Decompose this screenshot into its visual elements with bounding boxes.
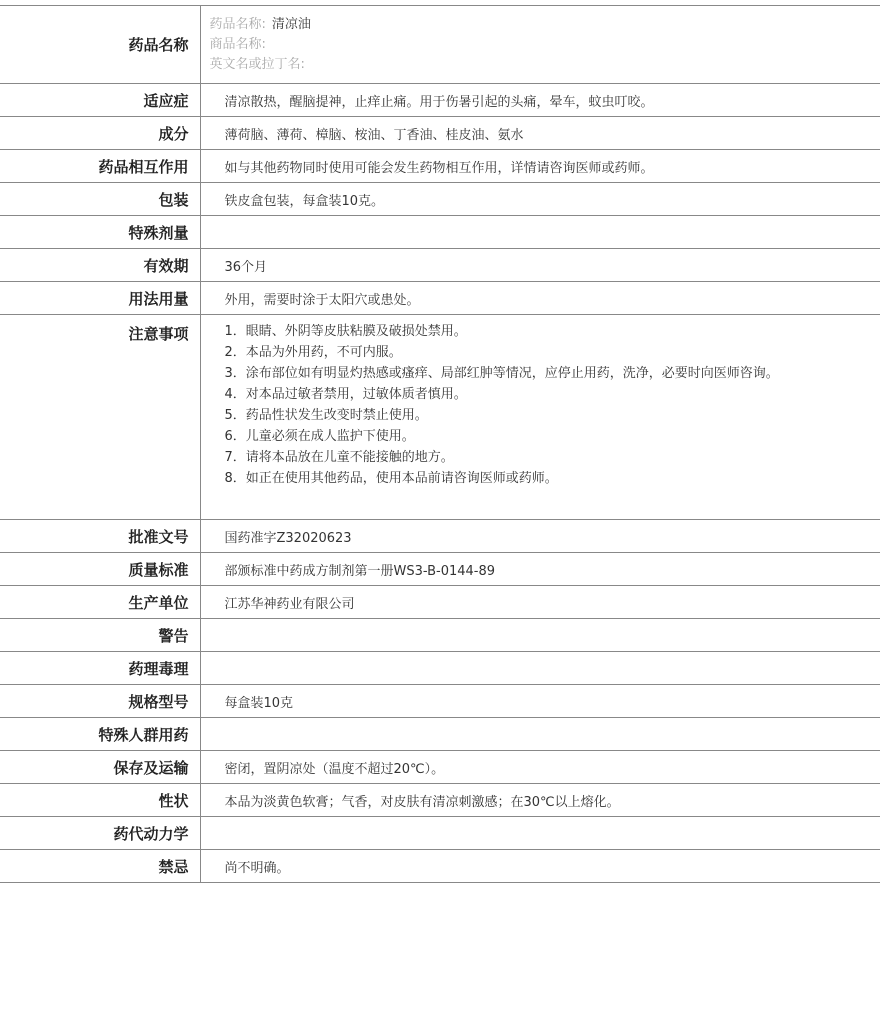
precaution-item: 2．本品为外用药，不可内服。 xyxy=(224,345,402,360)
row-value: 部颁标准中药成方制剂第一册WS3-B-0144-89 xyxy=(200,553,880,586)
row-value: 国药准字Z32020623 xyxy=(200,520,880,553)
precaution-item: 6．儿童必须在成人监护下使用。 xyxy=(224,429,415,444)
english-name-line xyxy=(210,55,791,75)
table-row xyxy=(0,216,880,249)
row-value xyxy=(200,619,880,652)
precautions-cell xyxy=(200,315,880,520)
table-row xyxy=(0,586,880,619)
row-value: 外用，需要时涂于太阳穴或患处。 xyxy=(200,282,880,315)
row-value: 清凉散热，醒脑提神，止痒止痛。用于伤暑引起的头痛，晕车，蚊虫叮咬。 xyxy=(200,84,880,117)
table-row xyxy=(0,685,880,718)
table-row xyxy=(0,249,880,282)
row-value xyxy=(200,718,880,751)
generic-name-line xyxy=(210,15,791,35)
precaution-item: 1．眼睛、外阴等皮肤粘膜及破损处禁用。 xyxy=(224,324,467,339)
drug-spec-body xyxy=(0,6,880,883)
trade-name-key: 商品名称: xyxy=(209,36,266,52)
drug-name-cell xyxy=(200,6,880,84)
table-row xyxy=(0,282,880,315)
table-row xyxy=(0,150,880,183)
row-value: 薄荷脑、薄荷、樟脑、桉油、丁香油、桂皮油、氨水 xyxy=(200,117,880,150)
row-label: 特殊人群用药 xyxy=(0,718,200,751)
table-row xyxy=(0,652,880,685)
row-value: 江苏华神药业有限公司 xyxy=(200,586,880,619)
row-label: 规格型号 xyxy=(0,685,200,718)
row-label: 质量标准 xyxy=(0,553,200,586)
row-value: 密闭，置阴凉处（温度不超过20℃）。 xyxy=(200,751,880,784)
row-label: 特殊剂量 xyxy=(0,216,200,249)
precaution-list xyxy=(225,321,791,489)
row-label: 有效期 xyxy=(0,249,200,282)
row-value: 铁皮盒包装，每盒装10克。 xyxy=(200,183,880,216)
row-value: 如与其他药物同时使用可能会发生药物相互作用，详情请咨询医师或药师。 xyxy=(200,150,880,183)
table-row xyxy=(0,850,880,883)
row-label: 批准文号 xyxy=(0,520,200,553)
row-value: 尚不明确。 xyxy=(200,850,880,883)
english-name-key: 英文名或拉丁名: xyxy=(209,56,305,72)
row-label: 药代动力学 xyxy=(0,817,200,850)
precaution-item: 7．请将本品放在儿童不能接触的地方。 xyxy=(224,450,454,465)
row-label: 禁忌 xyxy=(0,850,200,883)
row-label: 成分 xyxy=(0,117,200,150)
row-label: 用法用量 xyxy=(0,282,200,315)
precaution-item: 4．对本品过敏者禁用，过敏体质者慎用。 xyxy=(224,387,467,402)
row-value: 36个月 xyxy=(200,249,880,282)
drug-spec-table xyxy=(0,5,880,883)
precaution-item: 3．涂布部位如有明显灼热感或瘙痒、局部红肿等情况，应停止用药，洗净，必要时向医师咨询。 xyxy=(224,366,779,381)
row-value: 每盒装10克 xyxy=(200,685,880,718)
row-label: 注意事项 xyxy=(0,315,200,520)
row-label: 包装 xyxy=(0,183,200,216)
generic-name-value: 清凉油 xyxy=(271,16,311,32)
table-row xyxy=(0,619,880,652)
table-row xyxy=(0,520,880,553)
row-label: 生产单位 xyxy=(0,586,200,619)
table-row xyxy=(0,117,880,150)
row-label: 警告 xyxy=(0,619,200,652)
trade-name-line xyxy=(210,35,791,55)
table-row xyxy=(0,84,880,117)
row-value xyxy=(200,216,880,249)
table-row-drug-name xyxy=(0,6,880,84)
row-label: 性状 xyxy=(0,784,200,817)
precaution-item: 5．药品性状发生改变时禁止使用。 xyxy=(224,408,428,423)
row-value: 本品为淡黄色软膏；气香，对皮肤有清凉刺激感；在30℃以上熔化。 xyxy=(200,784,880,817)
row-label: 适应症 xyxy=(0,84,200,117)
table-row-precautions xyxy=(0,315,880,520)
table-row xyxy=(0,553,880,586)
row-value xyxy=(200,817,880,850)
table-row xyxy=(0,183,880,216)
table-row xyxy=(0,784,880,817)
row-value xyxy=(200,652,880,685)
row-label: 保存及运输 xyxy=(0,751,200,784)
table-row xyxy=(0,751,880,784)
table-row xyxy=(0,718,880,751)
row-label: 药理毒理 xyxy=(0,652,200,685)
row-label: 药品名称 xyxy=(0,6,200,84)
row-label: 药品相互作用 xyxy=(0,150,200,183)
precaution-item: 8．如正在使用其他药品，使用本品前请咨询医师或药师。 xyxy=(224,471,558,486)
table-row xyxy=(0,817,880,850)
generic-name-key: 药品名称: xyxy=(209,16,266,32)
